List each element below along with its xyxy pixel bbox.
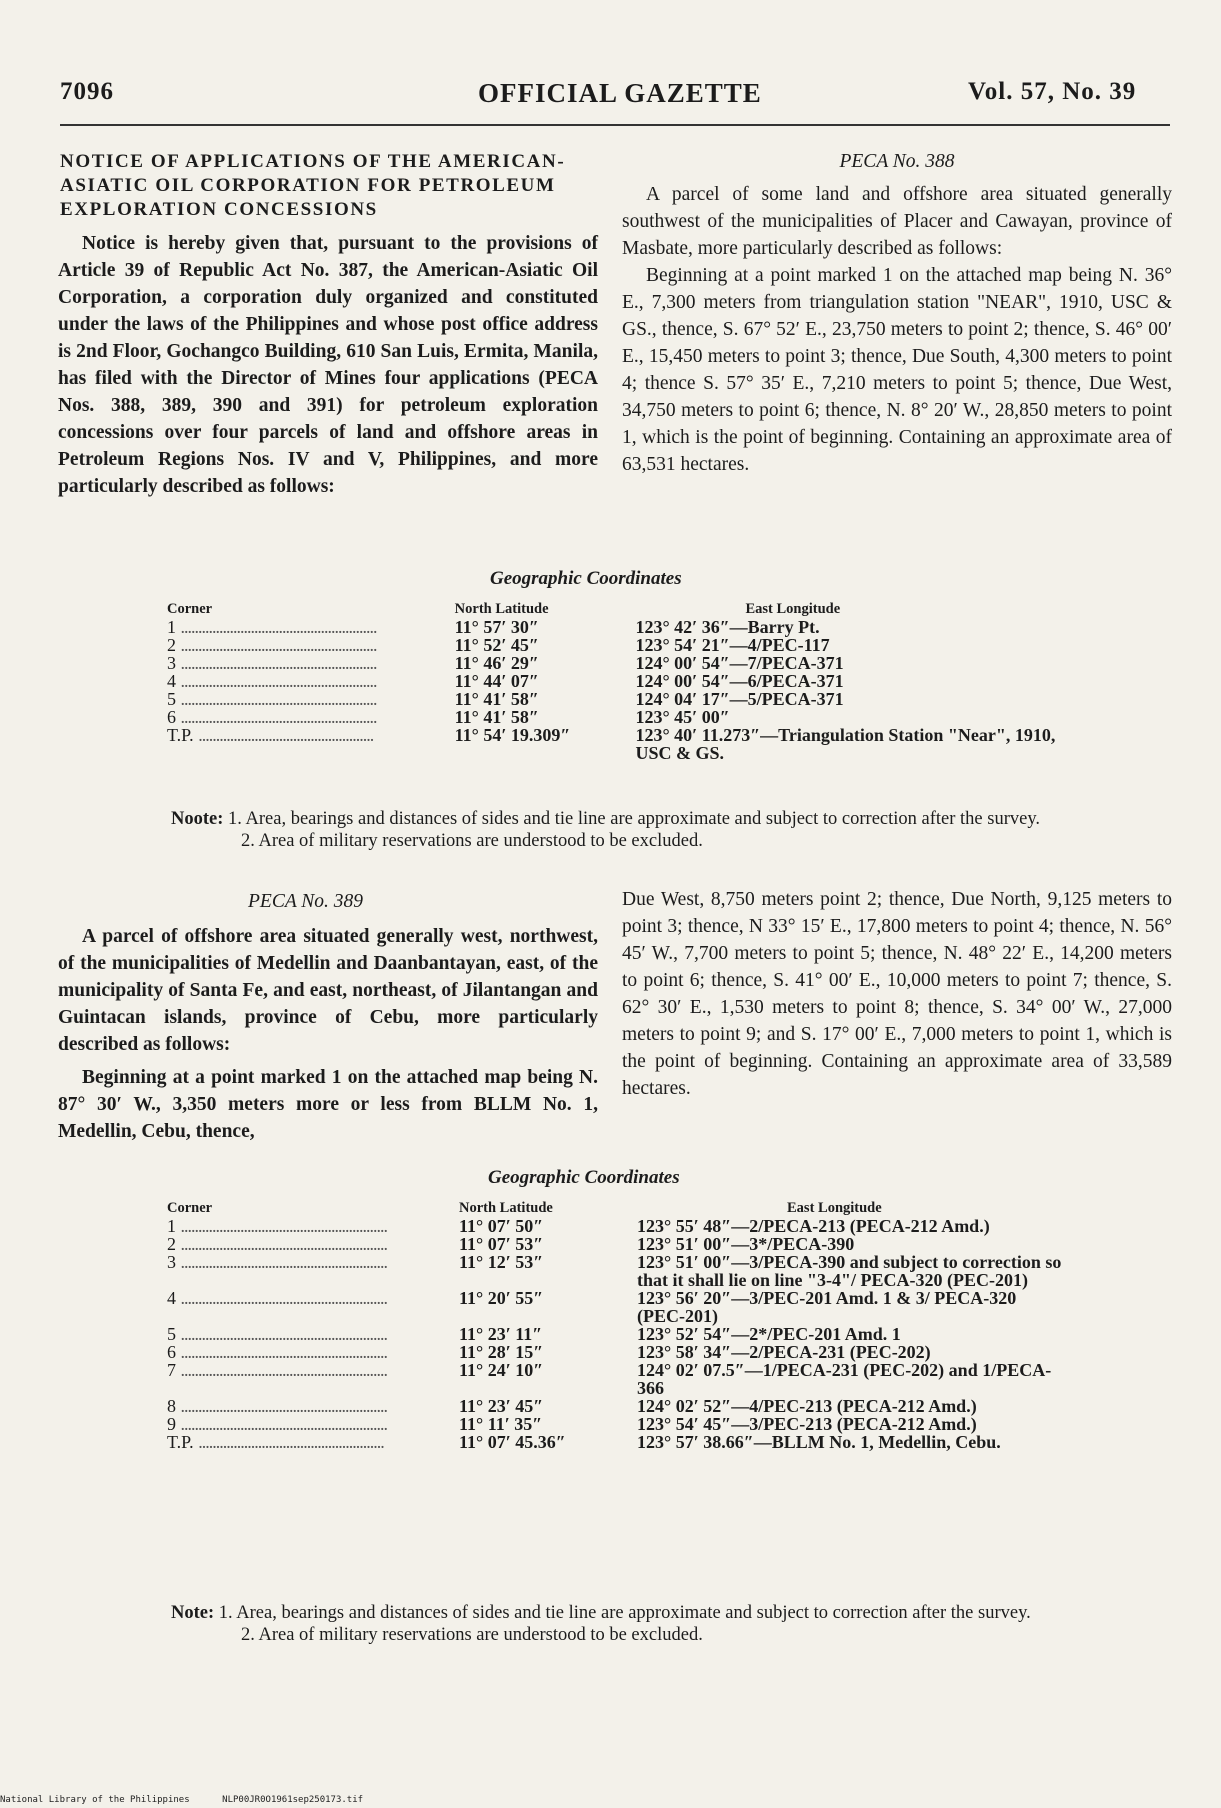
notice-column [58,150,598,500]
note-1: 1. Area, bearings and distances of sides and tie line are approximate and subject to correction after the survey. [218,1603,1031,1623]
corner-label: 6 [167,1342,176,1362]
note-label: Noote: [171,809,224,829]
peca388-metes-bounds: Beginning at a point marked 1 on the attached map being N. 36° E., 7,300 meters from triangulation station "NEAR", 1910, USC & GS., thence, S. 67° 52′ E., 23,750 meters to point 2; thence, S. 46° 00′ E., 15,450 meters to point 3; thence, Due South, 4,300 meters to point 4; thence S. 57° 35′ E., 7,210 meters to point 5; thence, Due West, 34,750 meters to point 6; thence, N. 8° 20′ W., 28,850 meters to point 1, which is the point of beginning. Containing an approximate area of 63,531 hectares. [622,265,1172,475]
lon-value: 123° 45′ 00″ [635,707,730,727]
peca388-note [171,808,1071,852]
peca388-heading: PECA No. 388 [839,151,955,172]
table-row: 6 ........................................................ 11° 41′ 58″ 123° 45′ 00″ [167,708,1067,726]
corner-label: 7 [167,1360,176,1380]
table-row: T.P. .................................................. 11° 54′ 19.309″ 123° 40′ 11.273″—Triangulation Station "Near", 1910, USC & GS. [167,726,1067,762]
corner-label: 3 [167,653,176,673]
table-row: 1 ........................................................ 11° 57′ 30″ 123° 42′ 36″—Barry Pt. [167,618,1067,636]
note-label: Note: [171,1603,215,1623]
corner-label: T.P. [167,1432,194,1452]
footer-source: National Library of the Philippines [0,1795,190,1805]
table-row: 2 ........................................................... 11° 07′ 53″ 123° 51′ 00″—3*/PECA-390 [167,1235,1067,1253]
table-row: 7 ........................................................... 11° 24′ 10″ 124° 02′ 07.5″—1/PECA-231 (PEC-202) and 1/PECA-366 [167,1361,1067,1397]
corner-label: 5 [167,1324,176,1344]
peca388-description: A parcel of some land and offshore area situated generally southwest of the municipalities of Placer and Cawayan, province of Masbate, more particularly described as follows: [622,184,1172,259]
note-2: 2. Area of military reservations are understood to be excluded. [241,1625,703,1645]
lat-value: 11° 52′ 45″ [454,635,539,655]
table-row: T.P. ..................................................... 11° 07′ 45.36″ 123° 57′ 38.66″—BLLM No. 1, Medellin, Cebu. [167,1433,1067,1451]
peca388-column [622,148,1172,478]
col-corner: Corner [167,1200,213,1216]
notice-body: Notice is hereby given that, pursuant to the provisions of Article 39 of Republic Act No. 387, the American-Asiatic Oil Corporation, a corporation duly organized and constituted under the laws of the Philippines and whose post office address is 2nd Floor, Gochangco Building, 610 San Luis, Ermita, Manila, has filed with the Director of Mines four applications (PECA Nos. 388, 389, 390 and 391) for petroleum exploration concessions over four parcels of land and offshore areas in Petroleum Regions Nos. IV and V, Philippines, and more particularly described as follows: [58,233,598,497]
lon-value: 123° 42′ 36″—Barry Pt. [635,617,820,637]
corner-label: 1 [167,617,176,637]
corner-label: 2 [167,1234,176,1254]
peca389-right-column [622,886,1172,1102]
table-row: 5 ........................................................ 11° 41′ 58″ 124° 04′ 17″—5/PECA-371 [167,690,1067,708]
col-lon: East Longitude [745,601,841,617]
table-row: 8 ........................................................... 11° 23′ 45″ 124° 02′ 52″—4/PEC-213 (PECA-212 Amd.) [167,1397,1067,1415]
volume-number: Vol. 57, No. 39 [968,78,1137,105]
table-row: 4 ........................................................ 11° 44′ 07″ 124° 00′ 54″—6/PECA-371 [167,672,1067,690]
lat-value: 11° 46′ 29″ [454,653,539,673]
corner-label: 4 [167,1288,176,1308]
corner-label: 1 [167,1216,176,1236]
table-row: 6 ........................................................... 11° 28′ 15″ 123° 58′ 34″—2/PECA-231 (PEC-202) [167,1343,1067,1361]
lon-value: 124° 00′ 54″—6/PECA-371 [635,671,844,691]
table-row: 3 ........................................................... 11° 12′ 53″ 123° 51′ 00″—3/PECA-390 and subject to correction so that it shall lie on line "3-4"/ PECA-320 (PEC-201) [167,1253,1067,1289]
lat-value: 11° 41′ 58″ [454,689,539,709]
col-corner: Corner [167,601,213,617]
lat-value: 11° 44′ 07″ [454,671,539,691]
lat-value: 11° 57′ 30″ [454,617,539,637]
notice-title: NOTICE OF APPLICATIONS OF THE AMERICAN-ASIATIC OIL CORPORATION FOR PETROLEUM EXPLORATION CONCESSIONS [60,151,566,220]
corner-label: 3 [167,1252,176,1272]
lon-value: 123° 40′ 11.273″—Triangulation Station "Near", 1910, USC & GS. [635,725,1056,763]
note-1: 1. Area, bearings and distances of sides and tie line are approximate and subject to correction after the survey. [228,809,1041,829]
table-row: 2 ........................................................ 11° 52′ 45″ 123° 54′ 21″—4/PEC-117 [167,636,1067,654]
lon-value: 123° 54′ 45″—3/PEC-213 (PECA-212 Amd.) [637,1414,977,1434]
lon-value: 123° 51′ 00″—3/PECA-390 and subject to correction so that it shall lie on line "3-4"/ PECA-320 (PEC-201) [637,1252,1062,1290]
table-row: 3 ........................................................ 11° 46′ 29″ 124° 00′ 54″—7/PECA-371 [167,654,1067,672]
peca389-note [171,1602,1071,1646]
col-lat: North Latitude [459,1200,553,1216]
lon-value: 124° 02′ 07.5″—1/PECA-231 (PEC-202) and 1/PECA-366 [637,1360,1052,1398]
lon-value: 123° 55′ 48″—2/PECA-213 (PECA-212 Amd.) [637,1216,990,1236]
lat-value: 11° 12′ 53″ [459,1252,544,1272]
peca389-metes-bounds-cont: Due West, 8,750 meters point 2; thence, Due North, 9,125 meters to point 3; thence, N 33° 15′ E., 17,800 meters to point 4; thence, N. 56° 45′ W., 7,700 meters to point 5; thence, N. 48° 22′ E., 14,200 meters to point 6; thence, S. 41° 00′ E., 10,000 meters to point 7; thence, S. 62° 30′ E., 1,530 meters to point 8; thence, S. 34° 00′ W., 27,000 meters to point 9; and S. 17° 00′ E., 7,000 meters to point 1, which is the point of beginning. Containing an approximate area of 33,589 hectares. [622,889,1172,1099]
peca389-description: A parcel of offshore area situated generally west, northwest, of the municipalities of Medellin and Daanbantayan, east, of the municipality of Santa Fe, and east, northeast, of Jilantangan and Guintacan islands, province of Cebu, more particularly described as follows: [58,926,598,1055]
lat-value: 11° 41′ 58″ [454,707,539,727]
peca389-coords-title: Geographic Coordinates [488,1167,680,1188]
table-row: 5 ........................................................... 11° 23′ 11″ 123° 52′ 54″—2*/PEC-201 Amd. 1 [167,1325,1067,1343]
lon-value: 124° 04′ 17″—5/PECA-371 [635,689,844,709]
corner-label: T.P. [167,725,194,745]
corner-label: 2 [167,635,176,655]
corner-label: 5 [167,689,176,709]
peca388-coords-table [167,600,1067,762]
page-number: 7096 [60,78,114,105]
peca389-heading: PECA No. 389 [248,891,364,912]
peca389-coords-table [167,1199,1067,1451]
corner-label: 4 [167,671,176,691]
publication-title: OFFICIAL GAZETTE [478,78,762,108]
col-lon: East Longitude [787,1200,882,1216]
lon-value: 123° 51′ 00″—3*/PECA-390 [637,1234,855,1254]
lat-value: 11° 54′ 19.309″ [454,725,571,745]
lon-value: 123° 56′ 20″—3/PEC-201 Amd. 1 & 3/ PECA-320 (PEC-201) [637,1288,1017,1326]
peca389-left-column [58,888,598,1145]
peca389-metes-bounds-start: Beginning at a point marked 1 on the attached map being N. 87° 30′ W., 3,350 meters more or less from BLLM No. 1, Medellin, Cebu, thence, [58,1067,598,1142]
col-lat: North Latitude [454,601,549,617]
footer-file: NLP00JR0O1961sep250173.tif [222,1795,364,1805]
lat-value: 11° 07′ 45.36″ [459,1432,566,1452]
lat-value: 11° 07′ 53″ [459,1234,544,1254]
lon-value: 124° 00′ 54″—7/PECA-371 [635,653,844,673]
table-row: 4 ........................................................... 11° 20′ 55″ 123° 56′ 20″—3/PEC-201 Amd. 1 & 3/ PECA-320 (PEC-201) [167,1289,1067,1325]
lon-value: 124° 02′ 52″—4/PEC-213 (PECA-212 Amd.) [637,1396,977,1416]
lat-value: 11° 23′ 11″ [459,1324,543,1344]
corner-label: 6 [167,707,176,727]
corner-label: 9 [167,1414,176,1434]
lon-value: 123° 52′ 54″—2*/PEC-201 Amd. 1 [637,1324,901,1344]
lat-value: 11° 24′ 10″ [459,1360,544,1380]
lon-value: 123° 58′ 34″—2/PECA-231 (PEC-202) [637,1342,931,1362]
lat-value: 11° 07′ 50″ [459,1216,544,1236]
scan-footer [0,1795,363,1805]
lon-value: 123° 54′ 21″—4/PEC-117 [635,635,830,655]
lon-value: 123° 57′ 38.66″—BLLM No. 1, Medellin, Cebu. [637,1432,1001,1452]
corner-label: 8 [167,1396,176,1416]
lat-value: 11° 11′ 35″ [459,1414,543,1434]
lat-value: 11° 20′ 55″ [459,1288,544,1308]
lat-value: 11° 23′ 45″ [459,1396,544,1416]
header-rule [60,124,1170,126]
lat-value: 11° 28′ 15″ [459,1342,544,1362]
table-row: 9 ........................................................... 11° 11′ 35″ 123° 54′ 45″—3/PEC-213 (PECA-212 Amd.) [167,1415,1067,1433]
note-2: 2. Area of military reservations are understood to be excluded. [241,831,703,851]
peca388-coords-title: Geographic Coordinates [490,568,682,589]
table-row: 1 ........................................................... 11° 07′ 50″ 123° 55′ 48″—2/PECA-213 (PECA-212 Amd.) [167,1217,1067,1235]
